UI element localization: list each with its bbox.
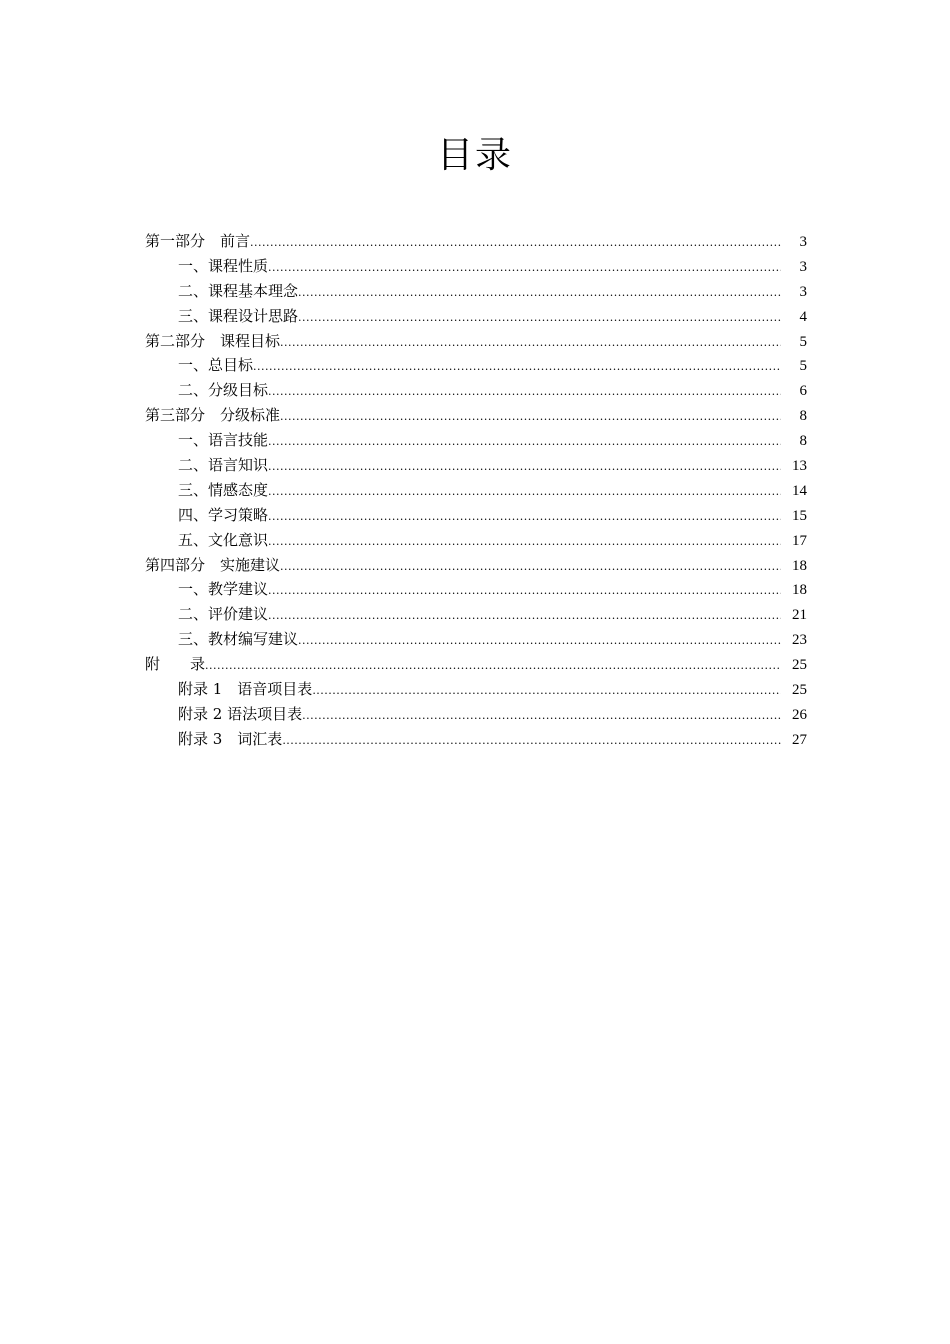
toc-entry-page: 27 xyxy=(792,731,807,748)
toc-entry-page: 8 xyxy=(799,433,807,450)
toc-entry[interactable] xyxy=(145,378,807,403)
toc-entry-label: 五、文化意识 xyxy=(178,530,269,549)
toc-entry[interactable] xyxy=(145,279,807,304)
toc-entry-label: 一、教学建议 xyxy=(178,580,269,599)
toc-leader-dots xyxy=(280,555,781,580)
toc-entry[interactable] xyxy=(145,652,807,677)
toc-leader-dots xyxy=(268,380,781,405)
toc-entry[interactable] xyxy=(145,727,807,752)
toc-entry-page: 25 xyxy=(792,682,807,699)
toc-leader-dots xyxy=(250,231,781,256)
toc-entry-label: 三、教材编写建议 xyxy=(178,630,299,649)
toc-entry-page: 15 xyxy=(792,507,807,524)
table-of-contents xyxy=(145,229,807,752)
toc-entry-label: 二、分级目标 xyxy=(178,381,269,400)
toc-entry[interactable] xyxy=(145,478,807,503)
toc-entry[interactable] xyxy=(145,329,807,354)
toc-entry[interactable] xyxy=(145,229,807,254)
toc-leader-dots xyxy=(298,306,781,331)
page-title: 目录 xyxy=(436,135,513,176)
toc-entry-page: 3 xyxy=(799,234,807,250)
toc-entry-label: 一、课程性质 xyxy=(178,256,269,275)
toc-entry-page: 21 xyxy=(792,607,807,624)
toc-entry-label: 三、情感态度 xyxy=(178,480,269,499)
toc-entry[interactable] xyxy=(145,602,807,627)
toc-leader-dots xyxy=(268,430,781,455)
toc-entry[interactable] xyxy=(145,503,807,528)
toc-entry-label: 二、评价建议 xyxy=(178,605,269,624)
toc-entry-label: 附录 1 语音项目表 xyxy=(178,680,313,699)
toc-leader-dots xyxy=(268,530,781,555)
toc-entry-label: 附 录 xyxy=(145,655,206,674)
toc-entry[interactable] xyxy=(145,353,807,378)
toc-leader-dots xyxy=(280,405,781,430)
toc-entry-label: 二、语言知识 xyxy=(178,456,269,475)
toc-entry[interactable] xyxy=(145,702,807,727)
toc-entry[interactable] xyxy=(145,677,807,702)
toc-entry[interactable] xyxy=(145,254,807,279)
toc-entry-page: 5 xyxy=(799,358,807,375)
toc-entry-label: 一、语言技能 xyxy=(178,431,269,450)
toc-entry-label: 附录 2 语法项目表 xyxy=(178,704,303,723)
toc-entry-page: 18 xyxy=(792,582,807,599)
toc-leader-dots xyxy=(268,455,781,480)
toc-leader-dots xyxy=(302,704,781,729)
toc-entry-page: 8 xyxy=(799,408,807,425)
toc-entry[interactable] xyxy=(145,528,807,553)
toc-entry-page: 26 xyxy=(792,706,807,723)
toc-entry-page: 17 xyxy=(792,532,807,549)
toc-entry-label: 一、总目标 xyxy=(178,356,254,375)
toc-entry-page: 18 xyxy=(792,557,807,574)
toc-entry[interactable] xyxy=(145,577,807,602)
toc-entry[interactable] xyxy=(145,453,807,478)
toc-leader-dots xyxy=(298,281,781,306)
toc-leader-dots xyxy=(280,331,781,356)
toc-entry-label: 第一部分 前言 xyxy=(145,232,251,250)
toc-entry-page: 25 xyxy=(792,657,807,674)
toc-leader-dots xyxy=(268,256,781,281)
toc-leader-dots xyxy=(268,480,781,505)
toc-entry-page: 13 xyxy=(792,458,807,475)
toc-entry[interactable] xyxy=(145,553,807,578)
toc-entry-label: 第四部分 实施建议 xyxy=(145,555,281,574)
toc-entry-page: 5 xyxy=(799,333,807,350)
toc-entry-page: 4 xyxy=(799,308,807,325)
toc-leader-dots xyxy=(298,629,781,654)
toc-leader-dots xyxy=(253,355,781,380)
toc-entry-page: 14 xyxy=(792,482,807,499)
toc-leader-dots xyxy=(268,579,781,604)
toc-leader-dots xyxy=(312,679,781,704)
toc-entry-label: 三、课程设计思路 xyxy=(178,306,299,325)
toc-entry-page: 23 xyxy=(792,632,807,649)
toc-entry-label: 附录 3 词汇表 xyxy=(178,729,283,748)
toc-entry[interactable] xyxy=(145,304,807,329)
toc-entry[interactable] xyxy=(145,428,807,453)
toc-entry-page: 3 xyxy=(799,258,807,275)
toc-leader-dots xyxy=(205,654,781,679)
toc-entry-page: 3 xyxy=(799,283,807,300)
toc-entry-page: 6 xyxy=(799,383,807,400)
toc-leader-dots xyxy=(282,729,781,754)
toc-leader-dots xyxy=(268,505,781,530)
toc-leader-dots xyxy=(268,604,781,629)
toc-entry-label: 第三部分 分级标准 xyxy=(145,406,281,425)
toc-entry-label: 二、课程基本理念 xyxy=(178,281,299,300)
toc-entry-label: 四、学习策略 xyxy=(178,505,269,524)
toc-entry-label: 第二部分 课程目标 xyxy=(145,331,281,350)
toc-entry[interactable] xyxy=(145,403,807,428)
toc-entry[interactable] xyxy=(145,627,807,652)
